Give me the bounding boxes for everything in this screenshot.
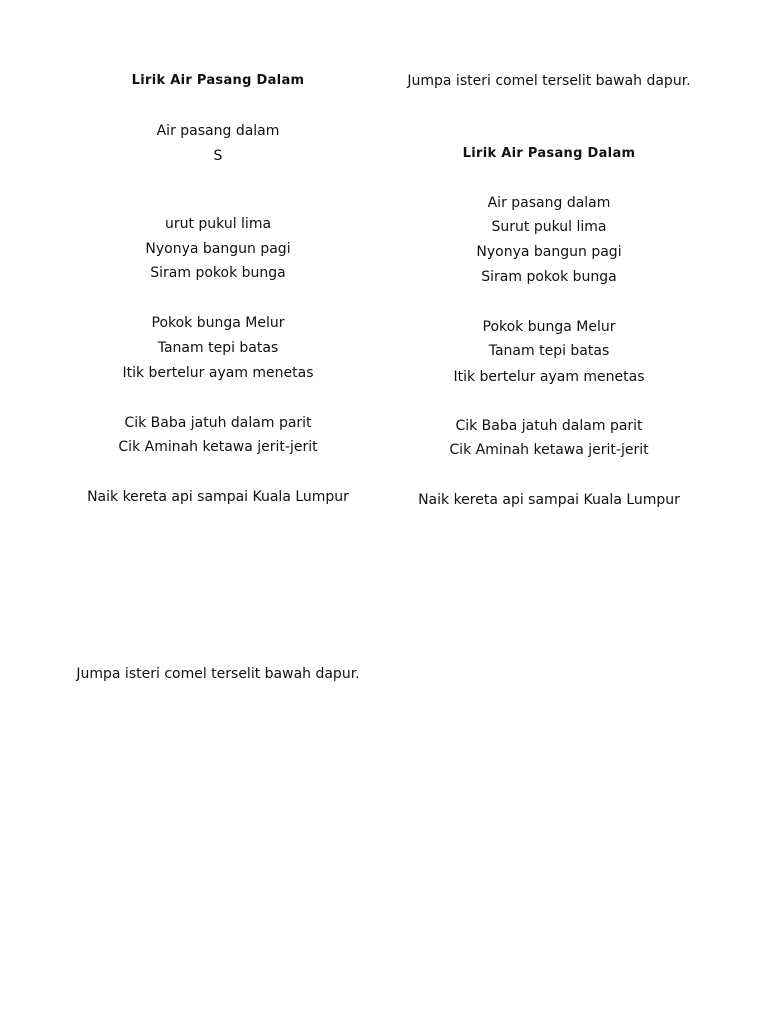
left-lyric-line: S xyxy=(213,148,223,164)
left-lyric-line: Tanam tepi batas xyxy=(157,340,279,356)
left-footer-line: Jumpa isteri comel terselit bawah dapur. xyxy=(76,666,360,682)
right-lyric-line: Siram pokok bunga xyxy=(481,269,617,285)
right-lyric-line: Nyonya bangun pagi xyxy=(476,244,622,260)
right-lyric-line: Surut pukul lima xyxy=(491,219,607,235)
right-lyric-line: Cik Baba jatuh dalam parit xyxy=(455,418,643,434)
right-lyrics-title: Lirik Air Pasang Dalam xyxy=(462,146,636,161)
right-lyric-line: Itik bertelur ayam menetas xyxy=(453,369,645,385)
left-lyric-line: Cik Baba jatuh dalam parit xyxy=(124,415,312,431)
left-lyrics-title: Lirik Air Pasang Dalam xyxy=(131,73,305,88)
left-lyric-line: Cik Aminah ketawa jerit-jerit xyxy=(118,439,318,455)
left-lyric-line: Naik kereta api sampai Kuala Lumpur xyxy=(87,489,349,505)
left-lyric-line: Pokok bunga Melur xyxy=(151,315,285,331)
left-lyric-line: Siram pokok bunga xyxy=(150,265,286,281)
right-lyric-line: Tanam tepi batas xyxy=(488,343,610,359)
left-lyric-line: urut pukul lima xyxy=(164,216,272,232)
right-lyric-line: Naik kereta api sampai Kuala Lumpur xyxy=(418,492,680,508)
right-lyric-line: Pokok bunga Melur xyxy=(482,319,616,335)
right-lyric-line: Air pasang dalam xyxy=(487,195,611,211)
right-lyric-line: Cik Aminah ketawa jerit-jerit xyxy=(449,442,649,458)
right-top-line: Jumpa isteri comel terselit bawah dapur. xyxy=(407,73,691,89)
left-lyric-line: Nyonya bangun pagi xyxy=(145,241,291,257)
left-lyric-line: Air pasang dalam xyxy=(156,123,280,139)
left-lyric-line: Itik bertelur ayam menetas xyxy=(122,365,314,381)
